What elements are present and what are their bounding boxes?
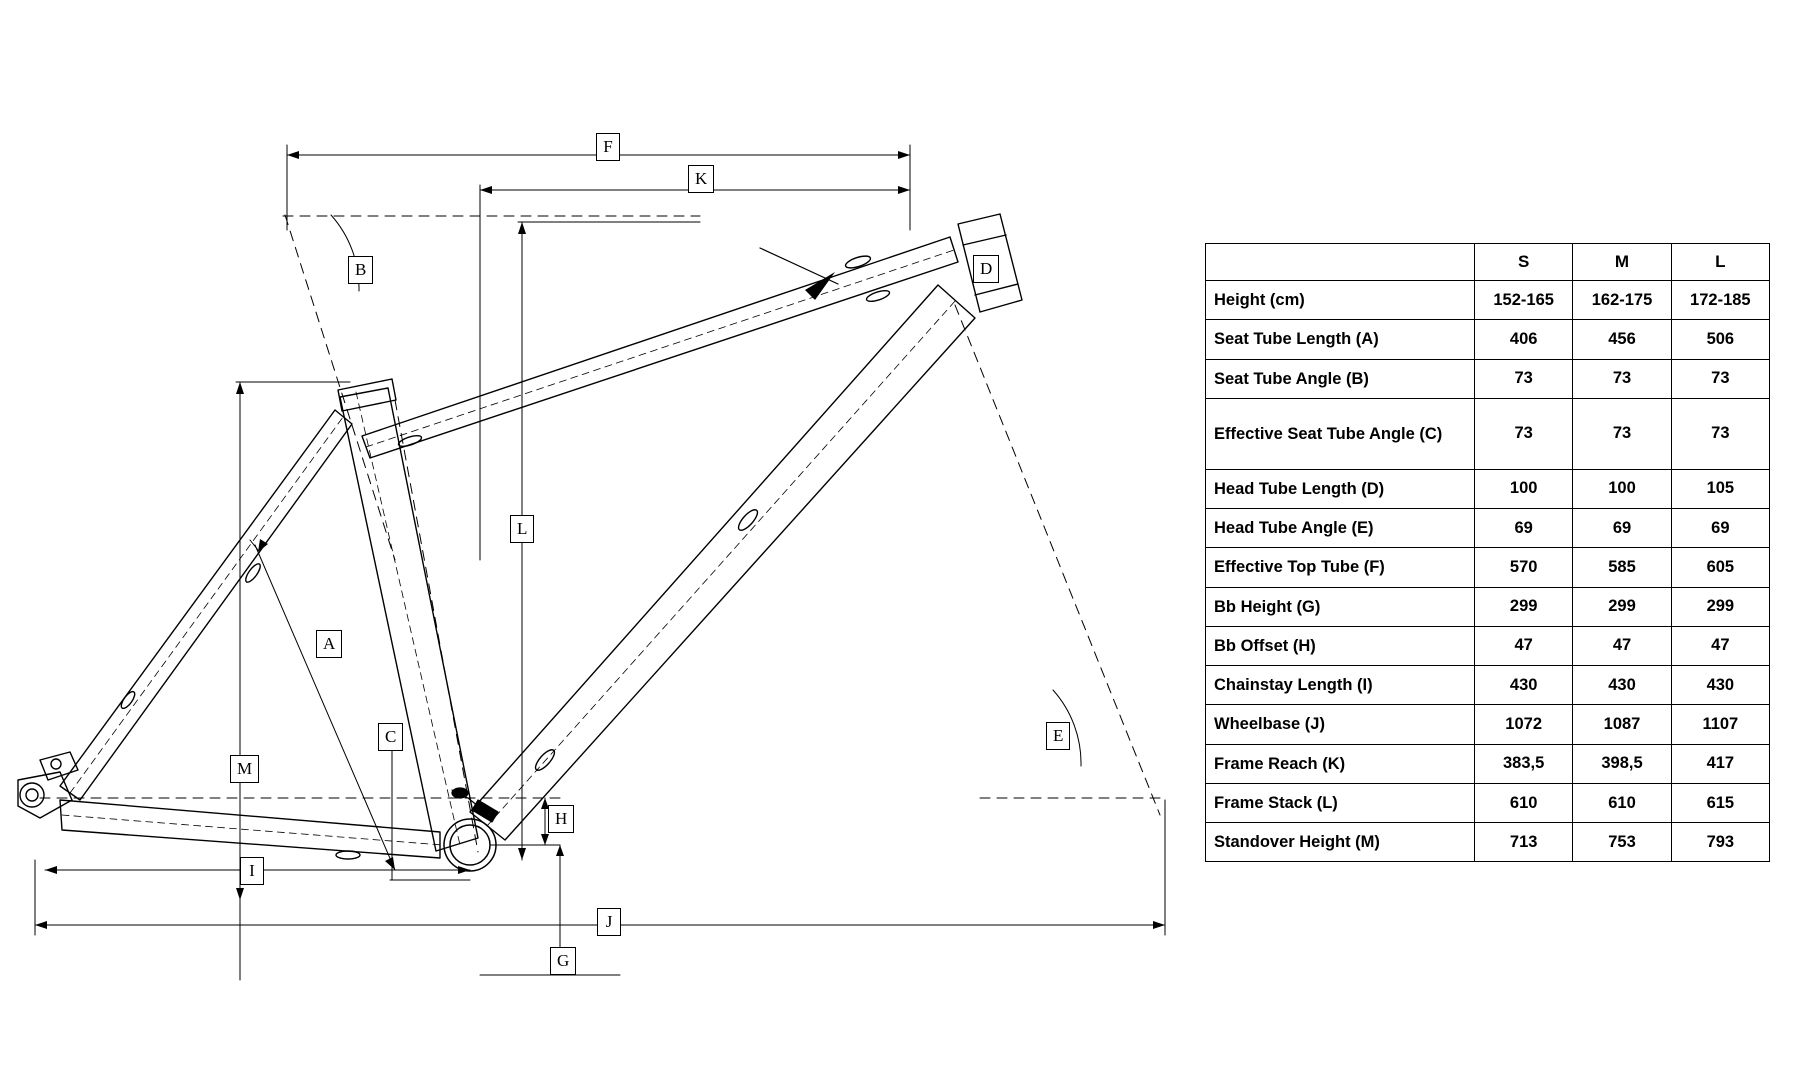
dim-label-L: L — [510, 515, 534, 543]
arrow-M-top — [236, 382, 244, 394]
table-row — [1206, 398, 1770, 469]
cell-effective-seat-tube-angle-l: 73 — [1671, 398, 1769, 469]
table-row — [1206, 548, 1770, 587]
cell-head-tube-length-l: 105 — [1671, 469, 1769, 508]
arrow-L-top — [518, 222, 526, 234]
dim-label-I: I — [240, 857, 264, 885]
cell-seat-tube-length-m: 456 — [1573, 320, 1671, 359]
seat-stay — [60, 410, 352, 800]
geometry-table-container — [1205, 243, 1770, 862]
cell-effective-top-tube-m: 585 — [1573, 548, 1671, 587]
cell-bb-height-s: 299 — [1474, 587, 1572, 626]
arrow-F-left — [287, 151, 299, 159]
table-row — [1206, 281, 1770, 320]
row-label-wheelbase: Wheelbase (J) — [1206, 705, 1475, 744]
cell-effective-seat-tube-angle-m: 73 — [1573, 398, 1671, 469]
row-label-frame-reach: Frame Reach (K) — [1206, 744, 1475, 783]
ext-line-seat-tube — [285, 215, 395, 560]
row-label-bb-offset: Bb Offset (H) — [1206, 626, 1475, 665]
row-label-effective-seat-tube-angle: Effective Seat Tube Angle (C) — [1206, 398, 1475, 469]
dim-label-K: K — [688, 165, 714, 193]
cell-head-tube-angle-m: 69 — [1573, 509, 1671, 548]
cell-head-tube-angle-s: 69 — [1474, 509, 1572, 548]
cell-frame-reach-l: 417 — [1671, 744, 1769, 783]
rear-dropout — [18, 752, 78, 818]
arrow-M-bottom — [236, 888, 244, 900]
table-head-size-m: M — [1573, 244, 1671, 281]
dim-label-C: C — [378, 723, 403, 751]
geometry-table — [1205, 243, 1770, 862]
leader-A — [250, 540, 258, 550]
chainstay — [60, 800, 442, 859]
cell-seat-tube-length-s: 406 — [1474, 320, 1572, 359]
arrow-A-top — [258, 539, 268, 552]
table-head-size-s: S — [1474, 244, 1572, 281]
table-row — [1206, 359, 1770, 398]
cell-wheelbase-m: 1087 — [1573, 705, 1671, 744]
cell-frame-stack-l: 615 — [1671, 783, 1769, 822]
cell-height-l: 172-185 — [1671, 281, 1769, 320]
arrow-J-left — [35, 921, 47, 929]
row-label-head-tube-length: Head Tube Length (D) — [1206, 469, 1475, 508]
table-row — [1206, 509, 1770, 548]
cell-bb-offset-m: 47 — [1573, 626, 1671, 665]
cell-chainstay-length-m: 430 — [1573, 666, 1671, 705]
arrow-I-left — [45, 866, 57, 874]
dim-label-J: J — [597, 908, 621, 936]
row-label-frame-stack: Frame Stack (L) — [1206, 783, 1475, 822]
table-row — [1206, 587, 1770, 626]
cell-seat-tube-angle-m: 73 — [1573, 359, 1671, 398]
cell-frame-reach-s: 383,5 — [1474, 744, 1572, 783]
table-row — [1206, 469, 1770, 508]
cell-wheelbase-l: 1107 — [1671, 705, 1769, 744]
cell-head-tube-angle-l: 69 — [1671, 509, 1769, 548]
cell-height-s: 152-165 — [1474, 281, 1572, 320]
dim-label-M: M — [230, 755, 259, 783]
table-row — [1206, 705, 1770, 744]
top-tube — [362, 237, 958, 458]
cell-effective-top-tube-s: 570 — [1474, 548, 1572, 587]
table-row — [1206, 823, 1770, 862]
dim-label-D: D — [973, 255, 999, 283]
row-label-effective-top-tube: Effective Top Tube (F) — [1206, 548, 1475, 587]
cell-head-tube-length-m: 100 — [1573, 469, 1671, 508]
cell-seat-tube-length-l: 506 — [1671, 320, 1769, 359]
cell-standover-height-s: 713 — [1474, 823, 1572, 862]
table-head-size-l: L — [1671, 244, 1769, 281]
dim-label-E: E — [1046, 722, 1070, 750]
row-label-seat-tube-length: Seat Tube Length (A) — [1206, 320, 1475, 359]
cell-seat-tube-angle-s: 73 — [1474, 359, 1572, 398]
cell-frame-stack-s: 610 — [1474, 783, 1572, 822]
dim-label-A: A — [316, 630, 342, 658]
table-header-row — [1206, 244, 1770, 281]
cell-frame-stack-m: 610 — [1573, 783, 1671, 822]
arrow-L-bottom — [518, 848, 526, 860]
arrow-K-right — [898, 186, 910, 194]
cell-bb-height-m: 299 — [1573, 587, 1671, 626]
arrow-A-bottom — [385, 857, 395, 870]
bottom-bracket — [444, 819, 496, 871]
arrow-J-right — [1153, 921, 1165, 929]
dim-label-F: F — [596, 133, 620, 161]
cell-bb-offset-s: 47 — [1474, 626, 1572, 665]
cell-frame-reach-m: 398,5 — [1573, 744, 1671, 783]
dim-label-H: H — [548, 805, 574, 833]
cell-seat-tube-angle-l: 73 — [1671, 359, 1769, 398]
cell-wheelbase-s: 1072 — [1474, 705, 1572, 744]
table-row — [1206, 626, 1770, 665]
cell-chainstay-length-s: 430 — [1474, 666, 1572, 705]
arrow-K-left — [480, 186, 492, 194]
cell-effective-top-tube-l: 605 — [1671, 548, 1769, 587]
table-row — [1206, 783, 1770, 822]
arrow-G-top — [556, 845, 564, 856]
ext-line-seat-center — [395, 400, 478, 852]
cell-chainstay-length-l: 430 — [1671, 666, 1769, 705]
cell-bb-height-l: 299 — [1671, 587, 1769, 626]
row-label-seat-tube-angle: Seat Tube Angle (B) — [1206, 359, 1475, 398]
table-row — [1206, 744, 1770, 783]
cell-head-tube-length-s: 100 — [1474, 469, 1572, 508]
arrow-F-right — [898, 151, 910, 159]
cell-standover-height-m: 753 — [1573, 823, 1671, 862]
seat-tube — [338, 379, 478, 851]
row-label-standover-height: Standover Height (M) — [1206, 823, 1475, 862]
leader-top-tube — [760, 248, 838, 284]
table-corner-cell — [1206, 244, 1475, 281]
cell-standover-height-l: 793 — [1671, 823, 1769, 862]
row-label-bb-height: Bb Height (G) — [1206, 587, 1475, 626]
dim-label-G: G — [550, 947, 576, 975]
row-label-chainstay-length: Chainstay Length (I) — [1206, 666, 1475, 705]
arrow-H-bottom — [541, 834, 549, 845]
table-row — [1206, 666, 1770, 705]
row-label-height: Height (cm) — [1206, 281, 1475, 320]
cell-bb-offset-l: 47 — [1671, 626, 1769, 665]
cell-effective-seat-tube-angle-s: 73 — [1474, 398, 1572, 469]
dim-line-A — [255, 545, 395, 870]
table-row — [1206, 320, 1770, 359]
frame-hardware-detail — [452, 788, 498, 822]
dim-label-B: B — [348, 256, 373, 284]
down-tube — [470, 285, 975, 840]
row-label-head-tube-angle: Head Tube Angle (E) — [1206, 509, 1475, 548]
cell-height-m: 162-175 — [1573, 281, 1671, 320]
